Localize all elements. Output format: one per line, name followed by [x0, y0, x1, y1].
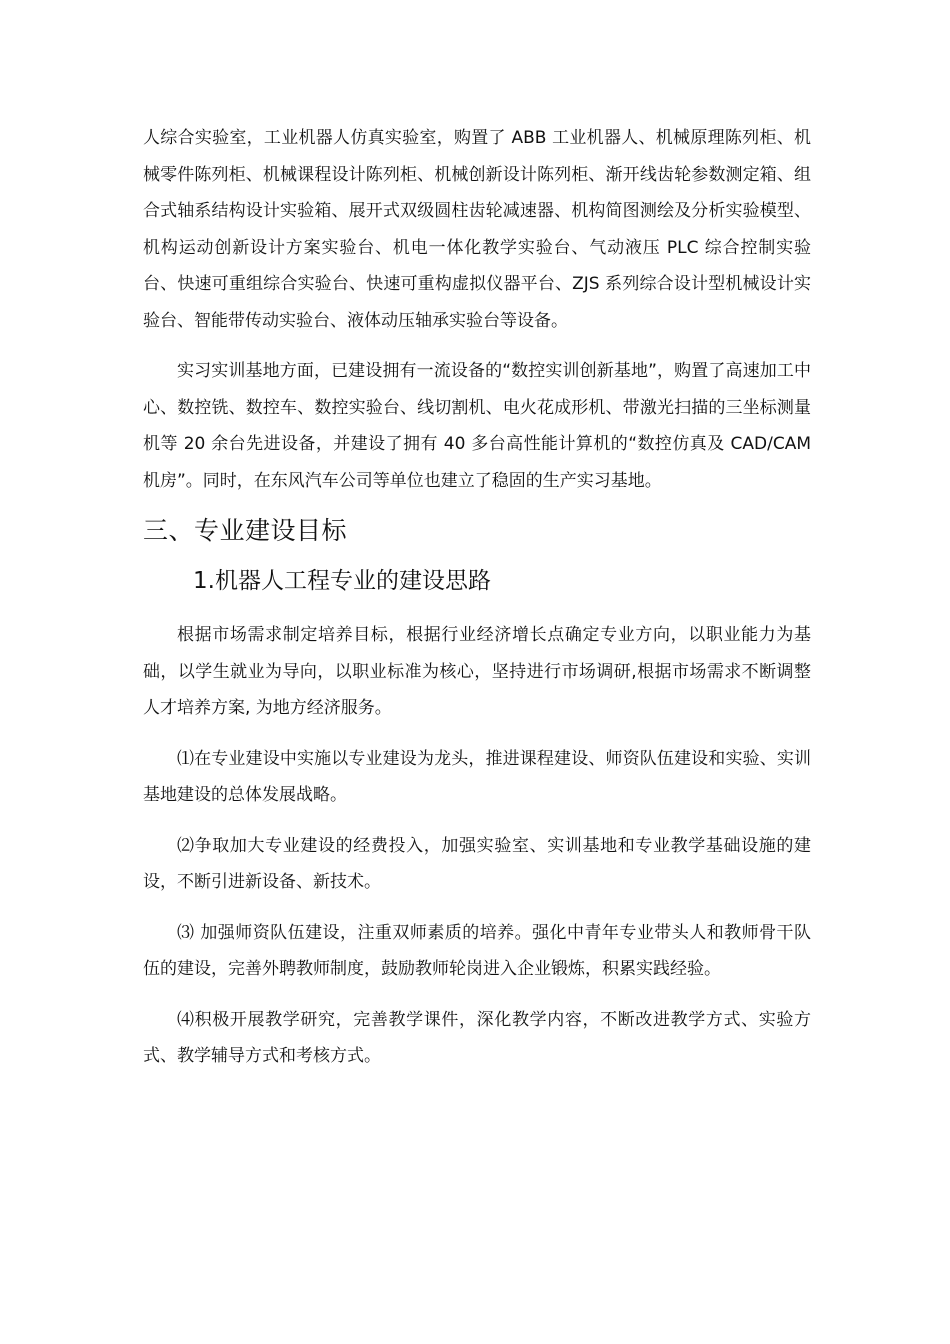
list-item-1: ⑴在专业建设中实施以专业建设为龙头，推进课程建设、师资队伍建设和实验、实训基地建设的总体发展战略。 — [143, 748, 811, 805]
list-item-4: ⑷积极开展教学研究，完善教学课件，深化教学内容，不断改进教学方式、实验方式、教学辅导方式和考核方式。 — [143, 1009, 811, 1066]
paragraph-intro: 根据市场需求制定培养目标，根据行业经济增长点确定专业方向，以职业能力为基础，以学生就业为导向，以职业标准为核心，坚持进行市场调研,根据市场需求不断调整人才培养方案, 为地方经济服务。 — [143, 625, 811, 718]
list-item-3: ⑶ 加强师资队伍建设，注重双师素质的培养。强化中青年专业带头人和教师骨干队伍的建设，完善外聘教师制度，鼓励教师轮岗进入企业锻炼，积累实践经验。 — [143, 922, 811, 979]
paragraph-lab-equipment: 人综合实验室，工业机器人仿真实验室，购置了 ABB 工业机器人、机械原理陈列柜、机械零件陈列柜、机械课程设计陈列柜、机械创新设计陈列柜、渐开线齿轮参数测定箱、组合式轴系结构设计实验箱、展开式双级圆柱齿轮减速器、机构简图测绘及分析实验模型、机构运动创新设计方案实验台、机电一体化教学实验台、气动液压 PLC 综合控制实验台、快速可重组综合实验台、快速可重构虚拟仪器平台、ZJS 系列综合设计型机械设计实验台、智能带传动实验台、液体动压轴承实验台等设备。 — [143, 128, 811, 331]
subsection-heading: 1.机器人工程专业的建设思路 — [193, 568, 491, 594]
list-item-2: ⑵争取加大专业建设的经费投入，加强实验室、实训基地和专业教学基础设施的建设，不断引进新设备、新技术。 — [143, 835, 811, 892]
section-heading: 三、专业建设目标 — [143, 516, 348, 545]
document-page — [143, 120, 811, 1075]
paragraph-training-base: 实习实训基地方面，已建设拥有一流设备的“数控实训创新基地”，购置了高速加工中心、数控铣、数控车、数控实验台、线切割机、电火花成形机、带激光扫描的三坐标测量机等 20 余台先进设备，并建设了拥有 40 多台高性能计算机的“数控仿真及 CAD/CAM 机房”。同时，在东风汽车公司等单位也建立了稳固的生产实习基地。 — [143, 361, 811, 491]
